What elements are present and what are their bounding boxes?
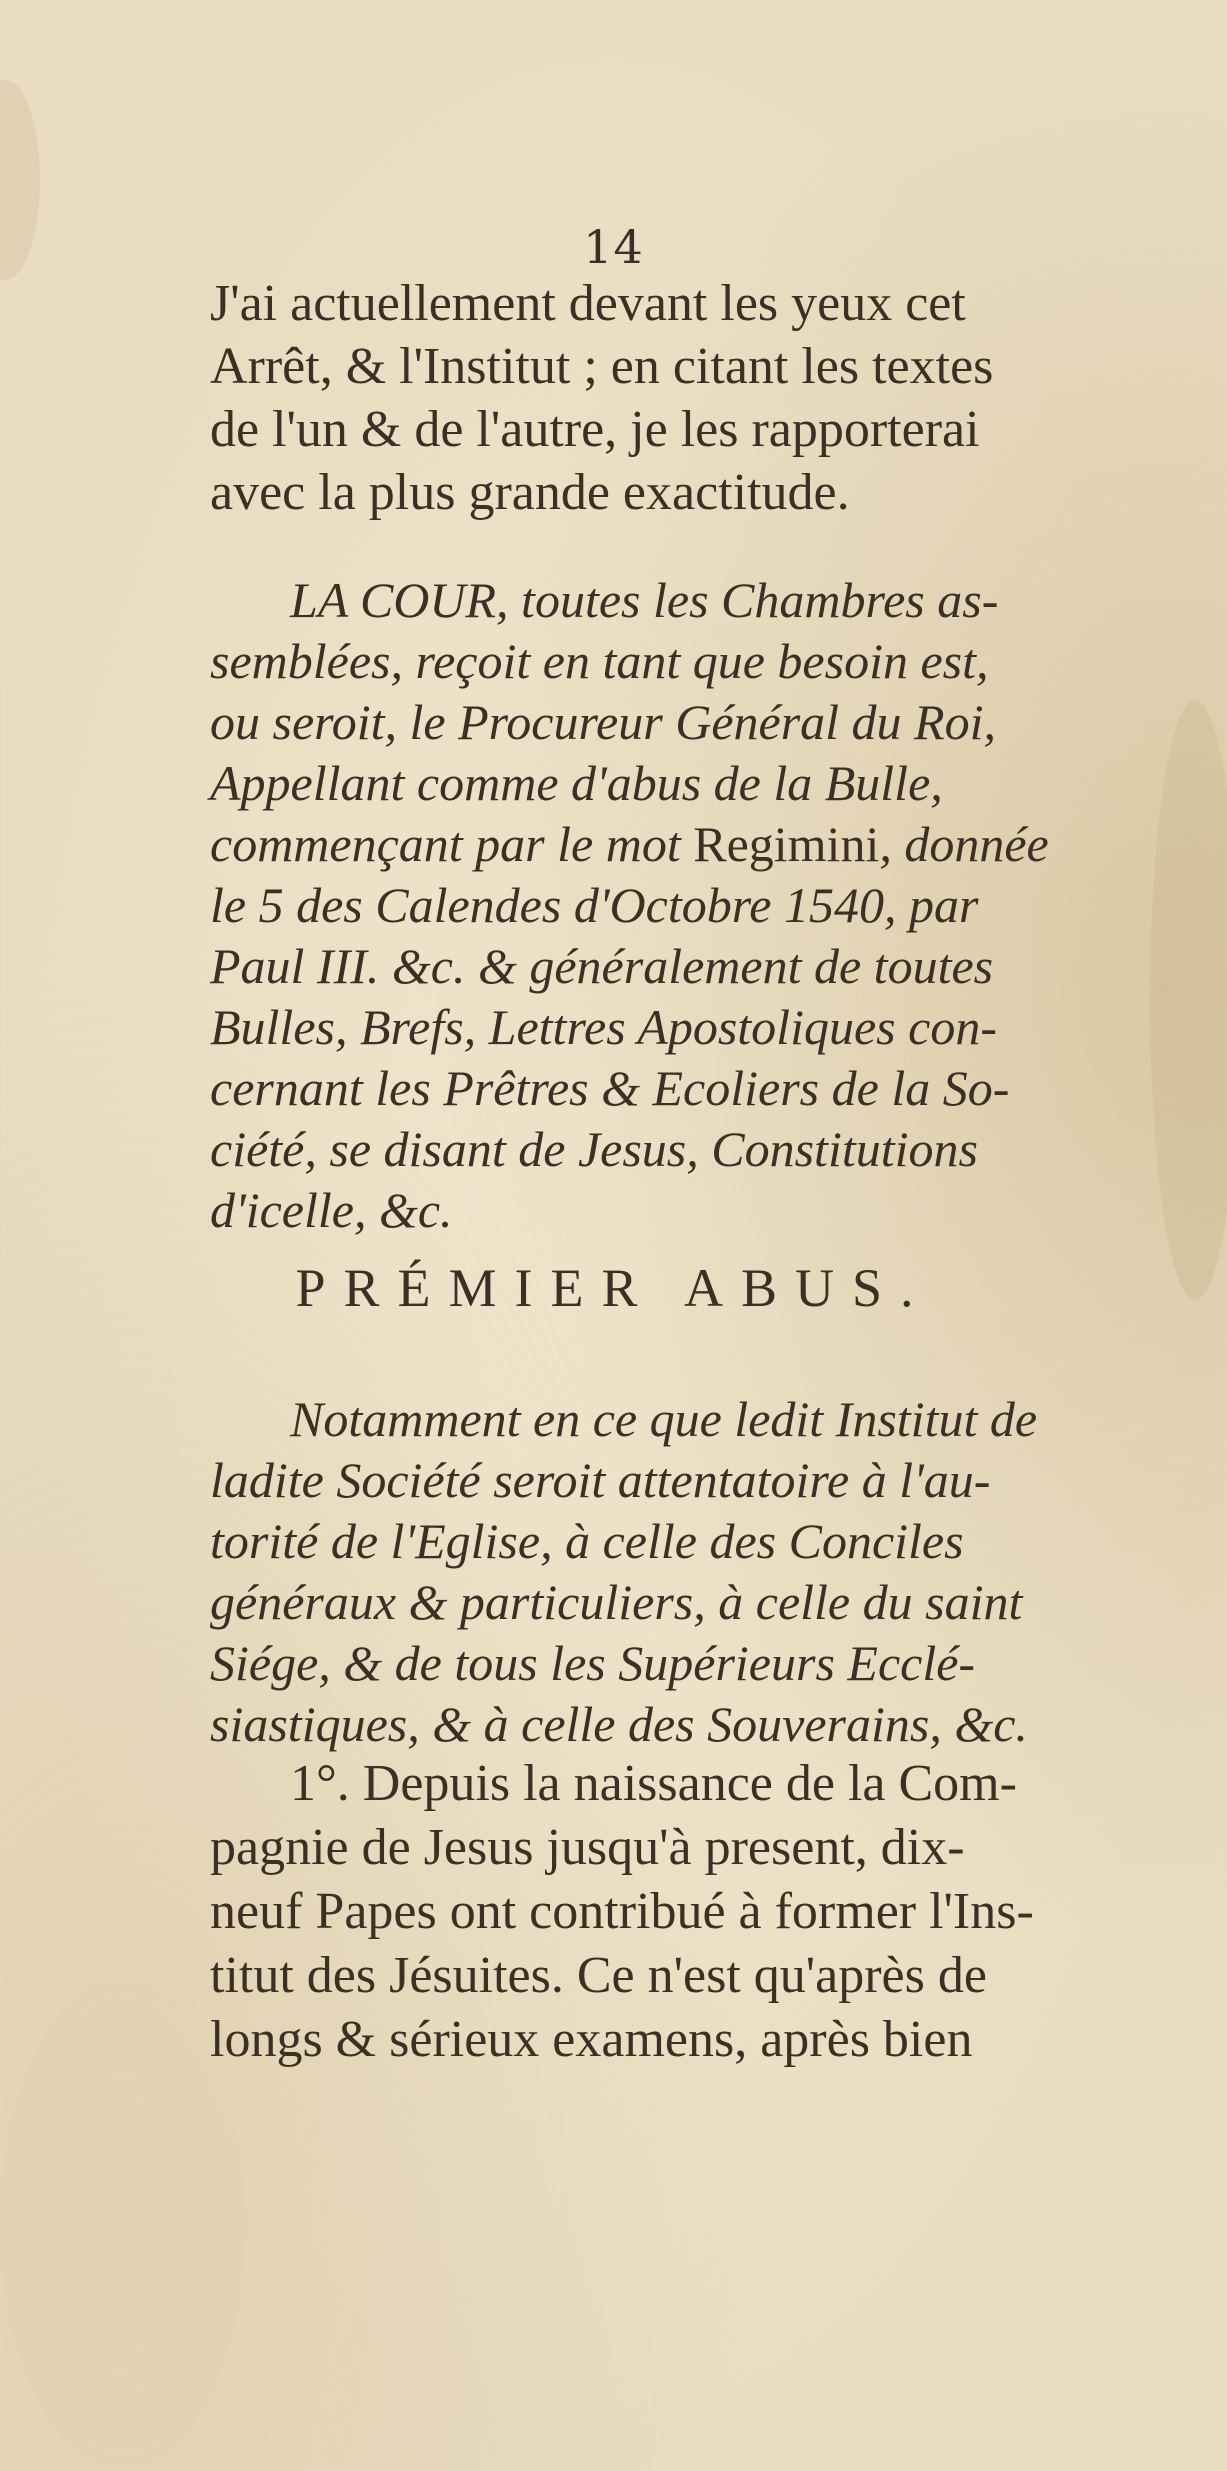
- text-line: ladite Société seroit attentatoire à l'au-: [210, 1452, 991, 1508]
- text-line: titut des Jésuites. Ce n'est qu'après de: [210, 1947, 987, 2004]
- text-line: Paul III. &c. & généralement de toutes: [210, 938, 994, 994]
- text-line: [210, 814, 1200, 875]
- page-number: 14: [583, 220, 644, 274]
- text-line: J'ai actuellement devant les yeux cet: [210, 275, 966, 332]
- text-line: Notamment en ce que ledit Institut de: [290, 1391, 1038, 1447]
- text-line: ciété, se disant de Jesus, Constitutions: [210, 1121, 978, 1177]
- first-point-paragraph: [210, 1752, 1200, 2072]
- section-heading: PRÉMIER ABUS.: [295, 1258, 932, 1318]
- text-line: de l'un & de l'autre, je les rapporterai: [210, 401, 980, 458]
- text-line: Arrêt, & l'Institut ; en citant les textes: [210, 338, 994, 395]
- bull-name: Regimini: [693, 816, 880, 872]
- text-line: généraux & particuliers, à celle du saint: [210, 1574, 1023, 1630]
- text-line: le 5 des Calendes d'Octobre 1540, par: [210, 877, 979, 933]
- arret-quote-paragraph: [210, 570, 1200, 1241]
- text-line: ou seroit, le Procureur Général du Roi,: [210, 694, 996, 750]
- text-line: cernant les Prêtres & Ecoliers de la So-: [210, 1060, 1010, 1116]
- text-line: Appellant comme d'abus de la Bulle,: [210, 755, 943, 811]
- text-line: semblées, reçoit en tant que besoin est,: [210, 633, 989, 689]
- text-line: pagnie de Jesus jusqu'à present, dix-: [210, 1819, 965, 1876]
- text-line: LA COUR, toutes les Chambres as-: [290, 572, 999, 628]
- text-line: Bulles, Brefs, Lettres Apostoliques con-: [210, 999, 997, 1055]
- text-line: Siége, & de tous les Supérieurs Ecclé-: [210, 1635, 976, 1691]
- text-line: torité de l'Eglise, à celle des Conciles: [210, 1513, 964, 1569]
- text-line: siastiques, & à celle des Souverains, &c.: [210, 1696, 1028, 1752]
- text-line: neuf Papes ont contribué à former l'Ins-: [210, 1883, 1034, 1940]
- text-line: 1°. Depuis la naissance de la Com-: [290, 1755, 1017, 1812]
- text-line: d'icelle, &c.: [210, 1182, 453, 1238]
- intro-paragraph: [210, 272, 1200, 524]
- abus-paragraph: [210, 1389, 1200, 1755]
- text-segment: commençant par le mot: [210, 816, 694, 872]
- text-line: avec la plus grande exactitude.: [210, 464, 850, 521]
- text-line: longs & sérieux examens, après bien: [210, 2011, 973, 2068]
- text-segment: , donnée: [879, 816, 1049, 872]
